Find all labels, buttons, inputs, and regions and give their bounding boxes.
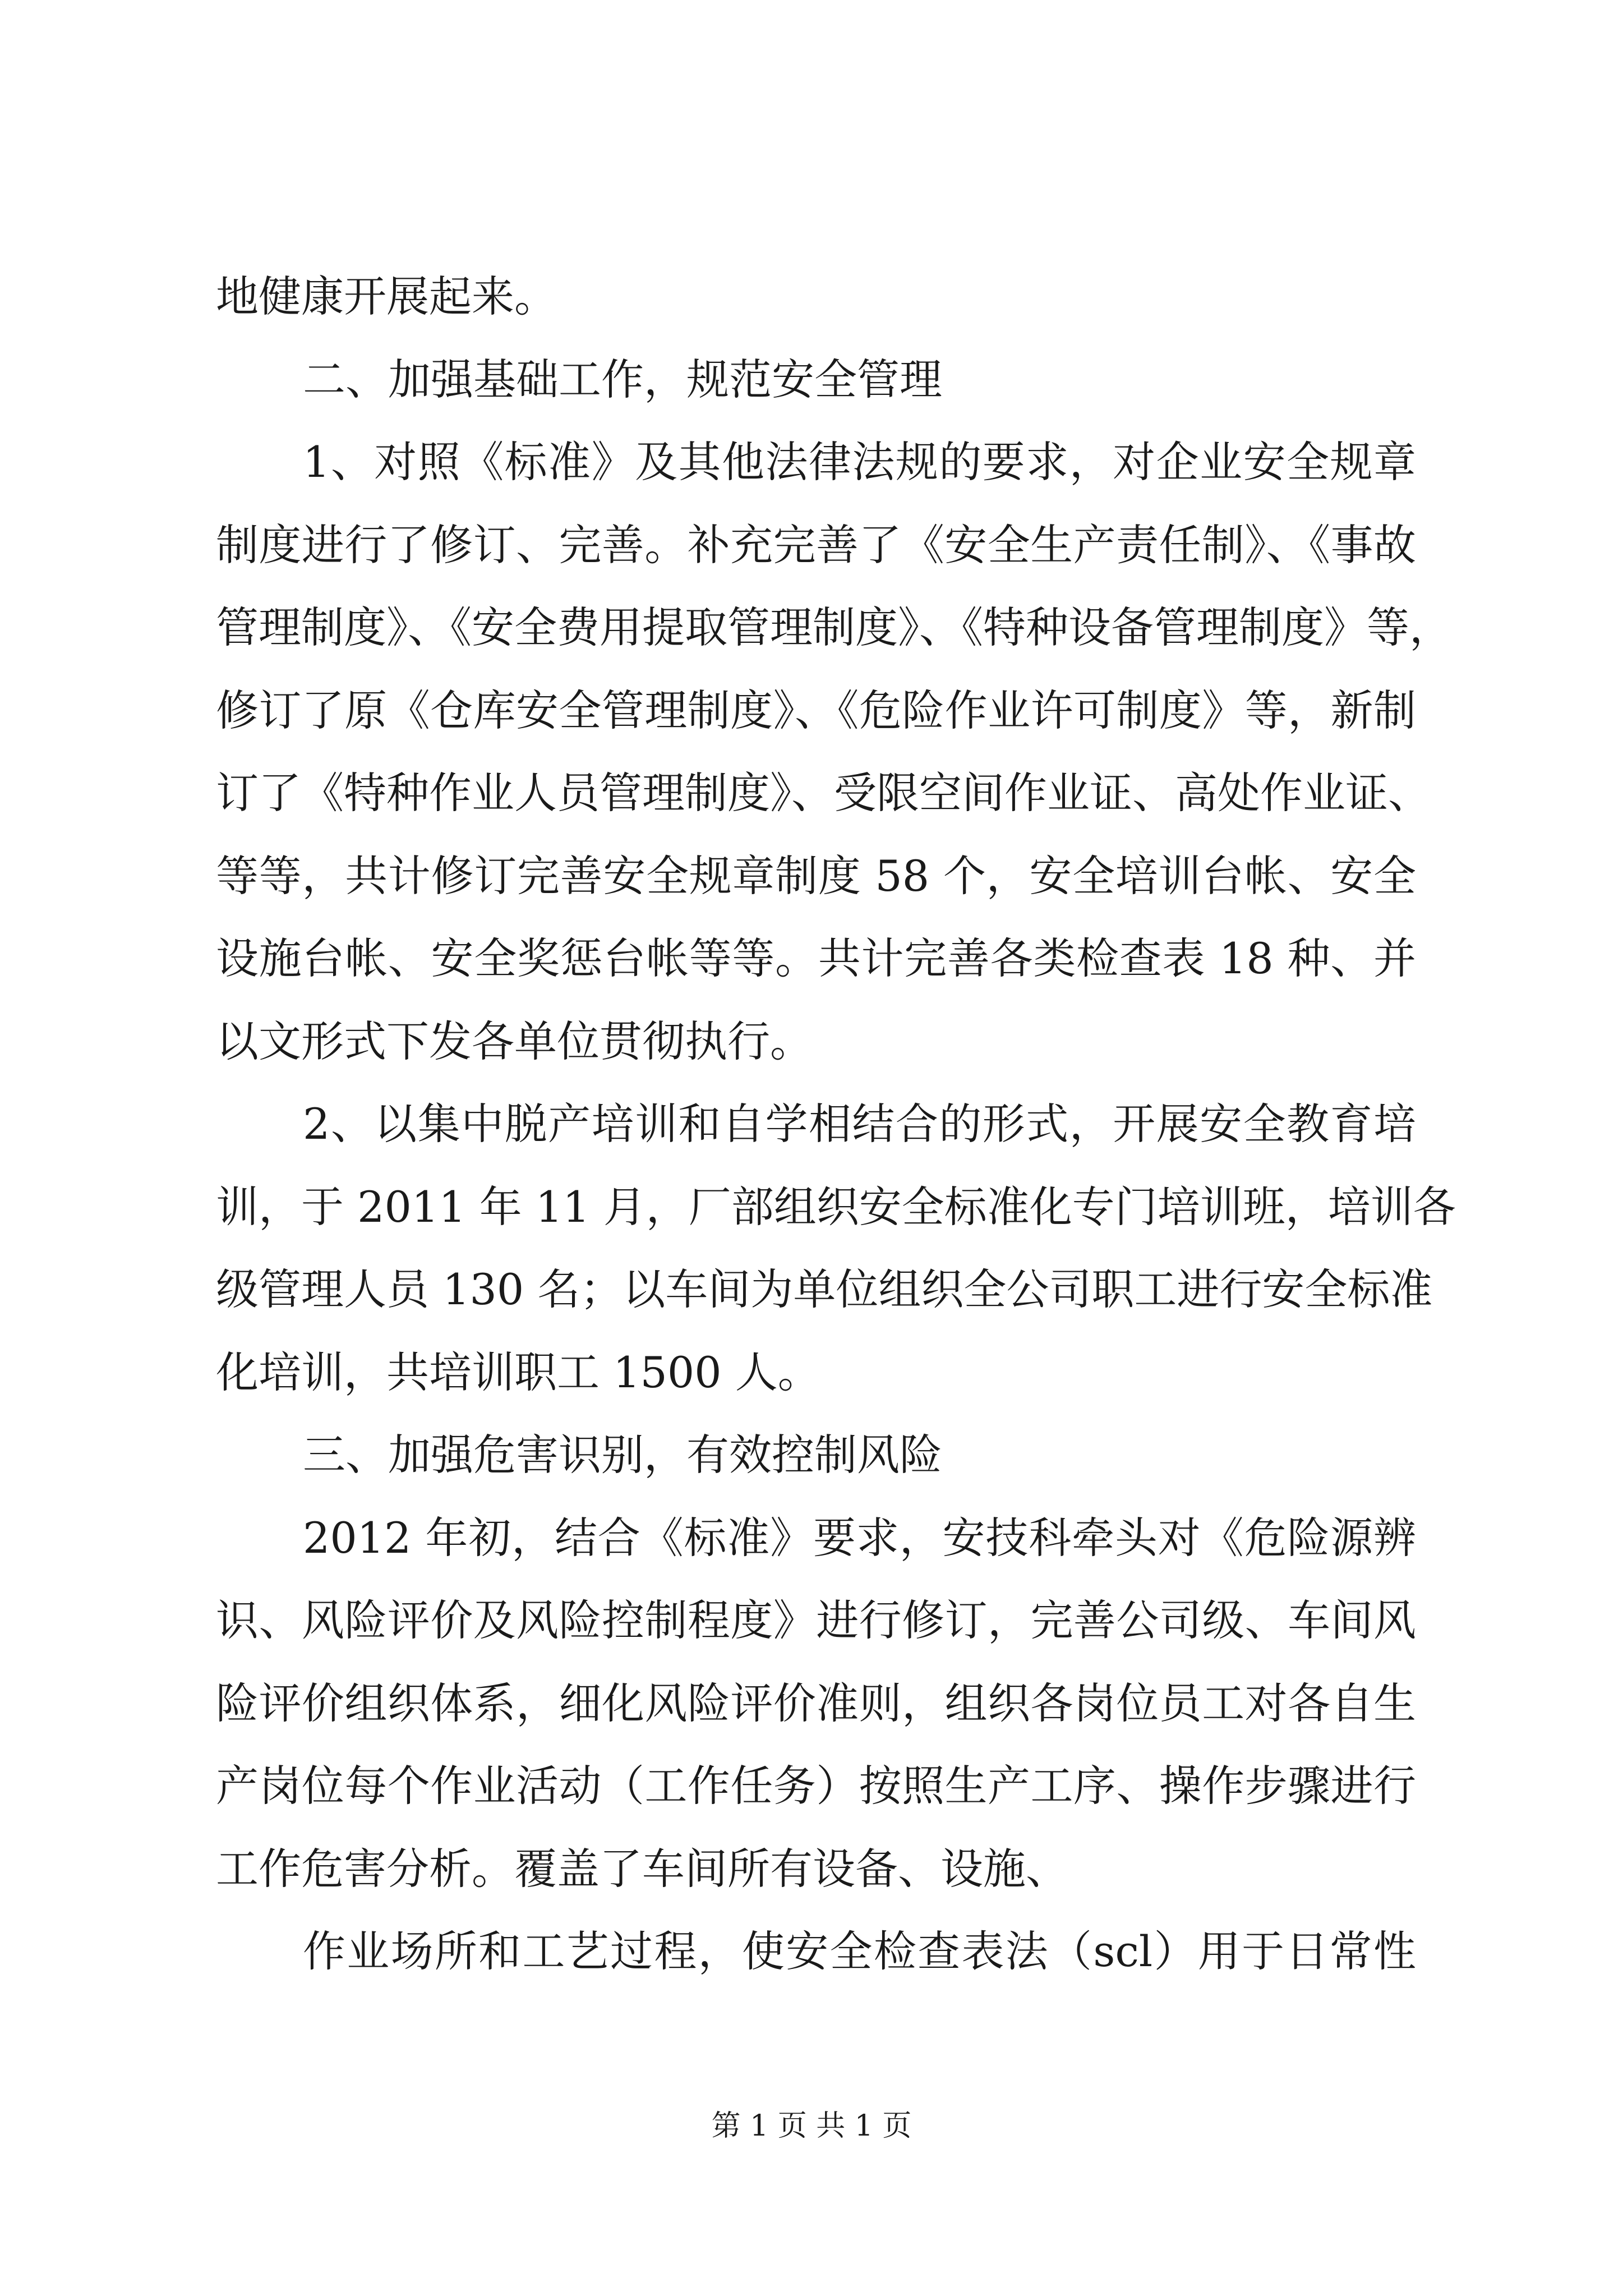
text-line: 训，于 2011 年 11 月，厂部组织安全标准化专门培训班，培训各 [216,1181,1456,1232]
text-line: 化培训，共培训职工 1500 人。 [216,1347,820,1397]
text-line: 产岗位每个作业活动（工作任务）按照生产工序、操作步骤进行 [216,1761,1416,1811]
text-line: 识、风险评价及风险控制程度》进行修订，完善公司级、车间风 [216,1595,1416,1645]
text-line: 以文形式下发各单位贯彻执行。 [216,1016,813,1066]
text-line: 2、以集中脱产培训和自学相结合的形式，开展安全教育培 [303,1099,1416,1149]
text-line: 制度进行了修订、完善。补充完善了《安全生产责任制》、《事故 [216,519,1416,570]
text-line: 等等，共计修订完善安全规章制度 58 个，安全培训台帐、安全 [216,850,1416,901]
text-line: 设施台帐、安全奖惩台帐等等。共计完善各类检查表 18 种、并 [216,933,1416,983]
text-line: 三、加强危害识别，有效控制风险 [303,1430,942,1480]
text-line: 地健康开展起来。 [216,272,557,321]
text-line: 级管理人员 130 名；以车间为单位组织全公司职工进行安全标准 [216,1264,1433,1314]
text-line: 1、对照《标准》及其他法律法规的要求，对企业安全规章 [303,437,1416,487]
text-line: 工作危害分析。覆盖了车间所有设备、设施、 [216,1843,1068,1894]
text-line: 修订了原《仓库安全管理制度》、《危险作业许可制度》等，新制 [216,685,1416,735]
document-body [216,255,1456,1993]
text-line: 作业场所和工艺过程，使安全检查表法（scl）用于日常性 [303,1926,1416,1976]
text-line: 二、加强基础工作，规范安全管理 [303,354,942,404]
text-line: 管理制度》、《安全费用提取管理制度》、《特种设备管理制度》等， [216,602,1452,652]
text-line: 险评价组织体系，细化风险评价准则，组织各岗位员工对各自生 [216,1678,1416,1728]
text-line: 订了《特种作业人员管理制度》、受限空间作业证、高处作业证、 [216,768,1431,818]
text-line: 2012 年初，结合《标准》要求，安技科牵头对《危险源辨 [303,1512,1416,1563]
page-footer: 第 1 页 共 1 页 [711,2109,912,2143]
